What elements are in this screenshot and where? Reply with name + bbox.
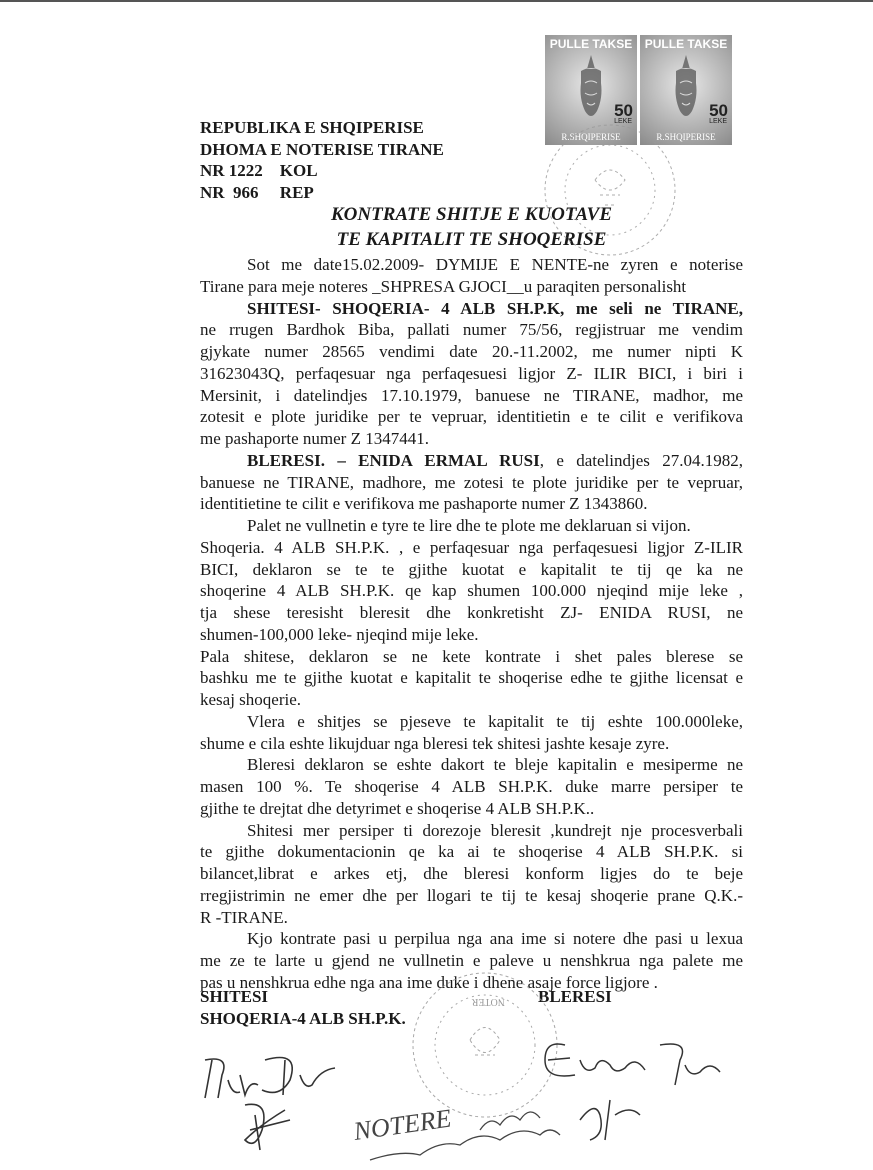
scan-edge <box>0 0 873 2</box>
contract-text-line <box>200 385 743 406</box>
text: Bleresi deklaron se eshte dakort te bleje kapitalin e mesiperme ne <box>247 755 743 775</box>
contract-text-line <box>200 972 743 993</box>
contract-text-line <box>200 428 743 449</box>
contract-text-line <box>200 646 743 667</box>
contract-text-line <box>200 689 743 710</box>
notary-seal-bottom <box>413 973 557 1117</box>
text: zotesit e plote juridike per te vepruar, identitietin e te cilit e verifikova <box>200 407 743 427</box>
contract-text-line <box>200 406 743 427</box>
text: banuese ne TIRANE, madhore, me zotesi te plote juridike per te vepruar, <box>200 472 743 492</box>
text: gjykate numer 28565 vendimi date 20.-11.2002, me numer nipti K <box>200 342 743 361</box>
text: Pala shitese, deklaron se ne kete kontrate i shet pales blerese se <box>200 646 743 666</box>
notary-handwriting: NOTERE <box>351 1103 454 1146</box>
text: Tirane para meje noteres _SHPRESA GJOCI__u paraqiten personalisht <box>200 276 687 296</box>
text: shoqerine 4 ALB SH.P.K. qe kap shumen 100.000 njeqind mije leke , <box>200 581 743 601</box>
text: Sot me date15.02.2009- DYMIJE E NENTE-ne zyren e noterise <box>247 255 743 274</box>
text: tja shese teresisht bleresit dhe konkretisht ZJ- ENIDA RUSI, ne <box>200 603 743 622</box>
bold-text: BLERESI. – ENIDA ERMAL RUSI <box>247 450 540 470</box>
text: shume e cila eshte likujduar nga bleresi tek shitesi jashte kesaje zyre. <box>200 733 670 753</box>
seller-company: SHOQERIA-4 ALB SH.P.K. <box>200 1009 406 1028</box>
contract-text-line <box>200 341 743 362</box>
stamp-unit: LEKE <box>614 118 632 125</box>
header-republic: REPUBLIKA E SHQIPERISE <box>200 118 424 137</box>
text: bashku me te gjithe kuotat e kapitalit te shoqerise edhe te gjithe licensat e <box>200 668 743 688</box>
buyer-signature <box>545 1044 720 1140</box>
stamp-value: 50 <box>709 101 728 120</box>
text: masen 100 %. Te shoqerise 4 ALB SH.P.K. duke marre persiper te <box>200 777 743 796</box>
contract-text-line <box>200 319 743 340</box>
text: Mersinit, i datelindjes 17.10.1979, banuese ne TIRANE, madhor, me <box>200 385 743 405</box>
text: rregjistrimin ne emer dhe per llogari te tij te kesaj shoqerie prane Q.K.- <box>200 885 743 905</box>
contract-text-line <box>200 907 743 928</box>
contract-text-line <box>200 798 743 819</box>
text: Kjo kontrate pasi u perpilua nga ana ime si notere dhe pasi u lexua <box>247 929 743 949</box>
stamp-country: R.SHQIPERISE <box>656 132 716 142</box>
stamp-value: 50 <box>614 101 633 120</box>
contract-text-line <box>200 754 743 775</box>
stamp-label: PULLE TAKSE <box>549 37 633 51</box>
stamp-country: R.SHQIPERISE <box>561 132 621 142</box>
stamp-unit: LEKE <box>709 118 727 125</box>
contract-text-line <box>200 928 743 949</box>
seller-signature <box>205 1058 335 1151</box>
skanderbeg-portrait-icon <box>567 53 615 123</box>
text: kesaj shoqerie. <box>200 690 302 709</box>
text: BICI, deklaron se te te gjithe kuotat e kapitalit te tij qe ka ne <box>200 559 743 579</box>
contract-text-line <box>200 667 743 688</box>
header-kol-number: NR 1222 KOL <box>200 161 318 180</box>
text: 31623043Q, perfaqesuar nga perfaqesuesi ligjor Z- ILIR BICI, i biri i <box>200 363 743 383</box>
text: bilancet,librat e arkes etj, dhe bleresi konform ligjes do te beje <box>200 864 743 883</box>
buyer-label: BLERESI <box>538 987 612 1006</box>
contract-text-line <box>200 493 743 514</box>
tax-stamp-1 <box>545 35 637 145</box>
bold-text: SHITESI- SHOQERIA- 4 ALB SH.P.K, me seli ne TIRANE, <box>247 298 743 318</box>
notary-signature <box>351 1104 560 1160</box>
contract-text-line <box>200 885 743 906</box>
contract-text-line <box>200 820 743 841</box>
text: ne rrugen Bardhok Biba, pallati numer 75/56, regjistruar me vendim <box>200 320 743 340</box>
stamp-label: PULLE TAKSE <box>644 37 728 51</box>
text: shumen-100,000 leke- njeqind mije leke. <box>200 624 479 644</box>
text: gjithe te drejtat dhe detyrimet e shoqerise 4 ALB SH.P.K.. <box>200 798 595 818</box>
contract-text-line <box>200 254 743 275</box>
header-chamber: DHOMA E NOTERISE TIRANE <box>200 140 444 159</box>
text: pas u nenshkrua edhe nga ana ime duke i dhene asaje force ligjore . <box>200 972 658 992</box>
text: Vlera e shitjes se pjeseve te kapitalit te tij eshte 100.000leke, <box>247 711 743 731</box>
contract-text-line <box>200 950 743 971</box>
contract-text-line <box>200 776 743 797</box>
text: , e datelindjes 27.04.1982, <box>539 450 743 470</box>
text: Shitesi mer persiper ti dorezoje bleresit ,kundrejt nje procesverbali <box>247 820 743 840</box>
tax-stamp-2 <box>640 35 732 145</box>
contract-text-line <box>200 863 743 884</box>
contract-text-line <box>200 515 743 536</box>
contract-text-line <box>200 472 743 493</box>
contract-text-line <box>200 580 743 601</box>
header-rep-number: NR 966 REP <box>200 183 314 202</box>
contract-title-line1: KONTRATE SHITJE E KUOTAVE <box>330 204 613 225</box>
contract-text-line <box>200 624 743 645</box>
contract-text-line <box>200 363 743 384</box>
text: me ze te larte u gjend ne vullnetin e paleve u nenshkrua nga palete me <box>200 951 743 970</box>
contract-text-line <box>200 450 743 471</box>
contract-text-line <box>200 559 743 580</box>
contract-title-line2: TE KAPITALIT TE SHOQERISE <box>336 229 607 250</box>
contract-text-line <box>200 841 743 862</box>
text: identitietine te cilit e verifikova me pashaporte numer Z 1343860. <box>200 494 648 514</box>
skanderbeg-portrait-icon <box>662 53 710 123</box>
text: me pashaporte numer Z 1347441. <box>200 429 429 448</box>
contract-text-line <box>200 711 743 732</box>
contract-text-line <box>200 602 743 623</box>
text: Palet ne vullnetin e tyre te lire dhe te plote me deklaruan si vijon. <box>247 516 691 535</box>
contract-text-line <box>200 537 743 558</box>
contract-text-line <box>200 276 743 297</box>
text: Shoqeria. 4 ALB SH.P.K. , e perfaqesuar nga perfaqesuesi ligjor Z-ILIR <box>200 537 743 557</box>
seller-label: SHITESI <box>200 987 269 1006</box>
text: R -TIRANE. <box>200 907 288 927</box>
text: te gjithe dokumentacionin qe ka ai te shoqerise 4 ALB SH.P.K. si <box>200 842 743 862</box>
seal-text: NOTER <box>471 996 505 1007</box>
contract-text-line <box>200 298 743 319</box>
contract-text-line <box>200 733 743 754</box>
